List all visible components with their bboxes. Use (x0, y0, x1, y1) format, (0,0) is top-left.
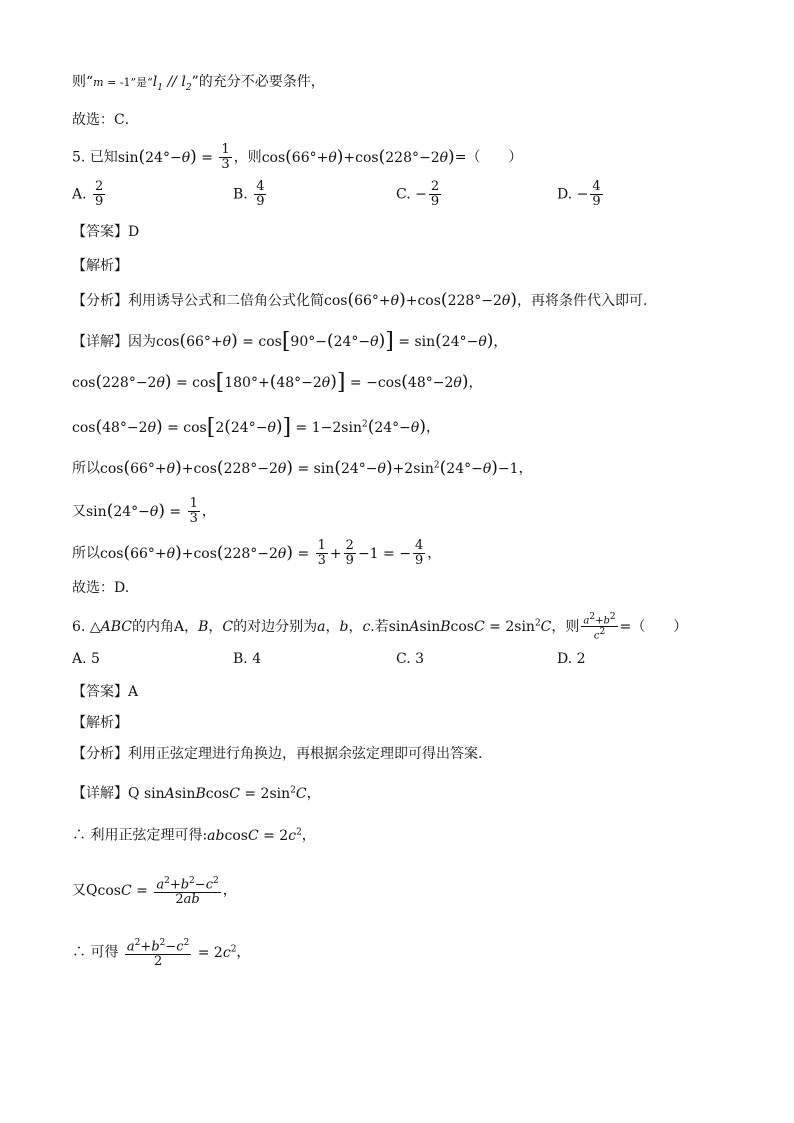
question-6: 6. △ABC的内角A，B，C的对边分别为a，b，c.若sinAsinBcosC = $2\sin^2C$，则 $\frac{a^2+b^2}{c^2}$ =（ ） (72, 612, 688, 642)
q5-xiangjie-1 (72, 331, 507, 352)
option-label: A. (72, 186, 87, 203)
math-cos-sum: cos(66°+θ)+cos(228°−2θ) (324, 290, 517, 310)
text-fragment: 【详解】因为 (72, 334, 156, 350)
math-ratio: $\frac{a^2+b^2}{c^2}$ (583, 612, 616, 642)
option-den: 9 (592, 194, 601, 209)
math-step-2: cos(228°−2θ) = cos[180°+(48°−2θ)] = −cos(48°−2θ) (72, 370, 469, 395)
q6-answer: 【答案】A (72, 684, 139, 700)
text-fragment: 【详解】Q (72, 785, 140, 802)
option-den: 9 (256, 194, 265, 209)
text-fragment: =（ ） (619, 618, 688, 635)
q5-end: =（ ） (454, 149, 523, 166)
option-sign: − (576, 186, 589, 203)
text-fragment: ， (518, 460, 533, 477)
q6-option-d: D. 2 (557, 651, 586, 667)
q6-analysis-header: 【解析】 (72, 715, 128, 731)
option-label: B. (233, 186, 248, 203)
option-label: D. (557, 186, 573, 203)
q5-prefix: 5. 已知 (72, 149, 118, 166)
text-fragment: ， (427, 545, 442, 562)
text-fragment: ， (301, 827, 316, 844)
text-fragment: ∴ 可得 (72, 944, 119, 961)
option-num: 2 (95, 179, 104, 194)
text-fragment: ”的充分不必要条件， (191, 74, 325, 90)
text-fragment: 的内角A， (131, 618, 199, 635)
q6-fenxi: 【分析】利用正弦定理进行角换边，再根据余弦定理即可得出答案. (72, 746, 483, 762)
text-fragment: ， (236, 944, 251, 961)
math-cos-sum: cos(66°+θ)+cos(228°−2θ) (261, 146, 455, 167)
text-fragment: ∴ 利用正弦定理可得: (72, 827, 208, 844)
text-fragment: 又Q (72, 882, 98, 899)
math-step-q6-3: cosC = $\frac{a^2+b^2-c^2}{2ab}$ (97, 876, 219, 908)
text-fragment: ，再将条件代入即可. (517, 293, 648, 309)
text-fragment: ，则 (551, 618, 580, 635)
text-line-2: 故选：C． (72, 112, 139, 128)
text-fragment: ， (493, 334, 508, 350)
q6-option-b: B. 4 (233, 651, 262, 667)
q5-xiangjie-2 (72, 372, 482, 393)
text-fragment: ， (306, 785, 321, 802)
option-num: 4 (256, 179, 265, 194)
text-fragment: ， (201, 503, 216, 520)
q6-xiangjie-1 (72, 780, 321, 804)
option-label: C. (396, 186, 411, 203)
math-step-q6-2: $abcosC = 2c^2$ (207, 827, 302, 844)
math-sin-24-theta: sin(24°−θ) = $\frac{1}{3}$ (117, 142, 230, 172)
text-fragment: ， (425, 419, 440, 436)
text-fragment: 6. (72, 618, 86, 635)
q6-option-c: C. 3 (396, 651, 425, 667)
q5-option-d (557, 180, 605, 209)
q6-xiangjie-2 (72, 822, 316, 846)
text-line-1 (72, 72, 325, 98)
option-den: 9 (95, 194, 104, 209)
option-num: 4 (592, 179, 601, 194)
text-fragment: 【分析】利用诱导公式和二倍角公式化简 (72, 293, 324, 309)
math-step-4: $\cos(66^\circ+\theta)+\cos(228^\circ-2\theta) = \sin(24^\circ-\theta)+2\sin^2(24^\circ-\theta)-1$ (100, 457, 519, 478)
q5-mid: ，则 (233, 149, 262, 166)
math-step-q6-4: $\frac{a^2+b^2-c^2}{2}$ = $2c^2$ (126, 938, 237, 970)
q5-xiangjie-6 (72, 539, 441, 568)
q5-fenxi (72, 290, 647, 311)
q5-option-a (72, 180, 107, 209)
q5-answer: 【答案】D (72, 224, 140, 240)
text-fragment: ， (468, 375, 483, 391)
text-fragment: .若 (370, 618, 389, 635)
math-l1-parallel-l2: $l_1 // l_2$ (152, 74, 192, 93)
q5-xiangjie-3 (72, 414, 440, 438)
text-fragment: = -1”是“ (103, 76, 153, 89)
math-condition: sinAsinBcosC = $2\sin^2C$ (388, 618, 552, 635)
q6-xiangjie-4 (72, 936, 250, 969)
text-fragment: 的对边分别为 (233, 618, 318, 635)
text-fragment: 所以 (72, 545, 100, 562)
text-fragment: ， (222, 882, 237, 899)
q5-choose: 故选：D. (72, 580, 130, 596)
text-fragment: 所以 (72, 460, 100, 477)
math-step-6: cos(66°+θ)+cos(228°−2θ) = $\frac{1}{3}$ + $\frac{2}{9}$ −1 = − $\frac{4}{9}$ (100, 538, 424, 568)
option-num: 2 (430, 179, 440, 194)
math-step-q6-1: sinAsinBcosC = $2\sin^2C$ (143, 785, 307, 802)
text-fragment: 则“ (72, 74, 94, 90)
q5-xiangjie-5 (72, 497, 216, 526)
q6-xiangjie-3 (72, 874, 237, 907)
question-5 (72, 143, 522, 172)
math-step-5: sin(24°−θ) = $\frac{1}{3}$ (86, 496, 198, 526)
option-sign: − (415, 186, 427, 203)
q5-option-c (396, 180, 443, 209)
math-triangle-abc: △ABC (89, 618, 132, 635)
option-den: 9 (430, 194, 440, 209)
math-step-1: cos(66°+θ) = cos[90°−(24°−θ)] = sin(24°−θ) (156, 329, 494, 354)
q5-xiangjie-4 (72, 455, 533, 479)
q5-option-b (233, 180, 268, 209)
q6-option-a: A. 5 (72, 651, 100, 667)
math-step-3: $\cos(48^\circ-2\theta) = \cos[2(24^\circ-\theta)] = 1-2\sin^2(24^\circ-\theta)$ (72, 414, 426, 440)
var-m: m (93, 76, 104, 89)
text-fragment: 又 (72, 503, 86, 520)
q5-analysis-header: 【解析】 (72, 258, 128, 274)
